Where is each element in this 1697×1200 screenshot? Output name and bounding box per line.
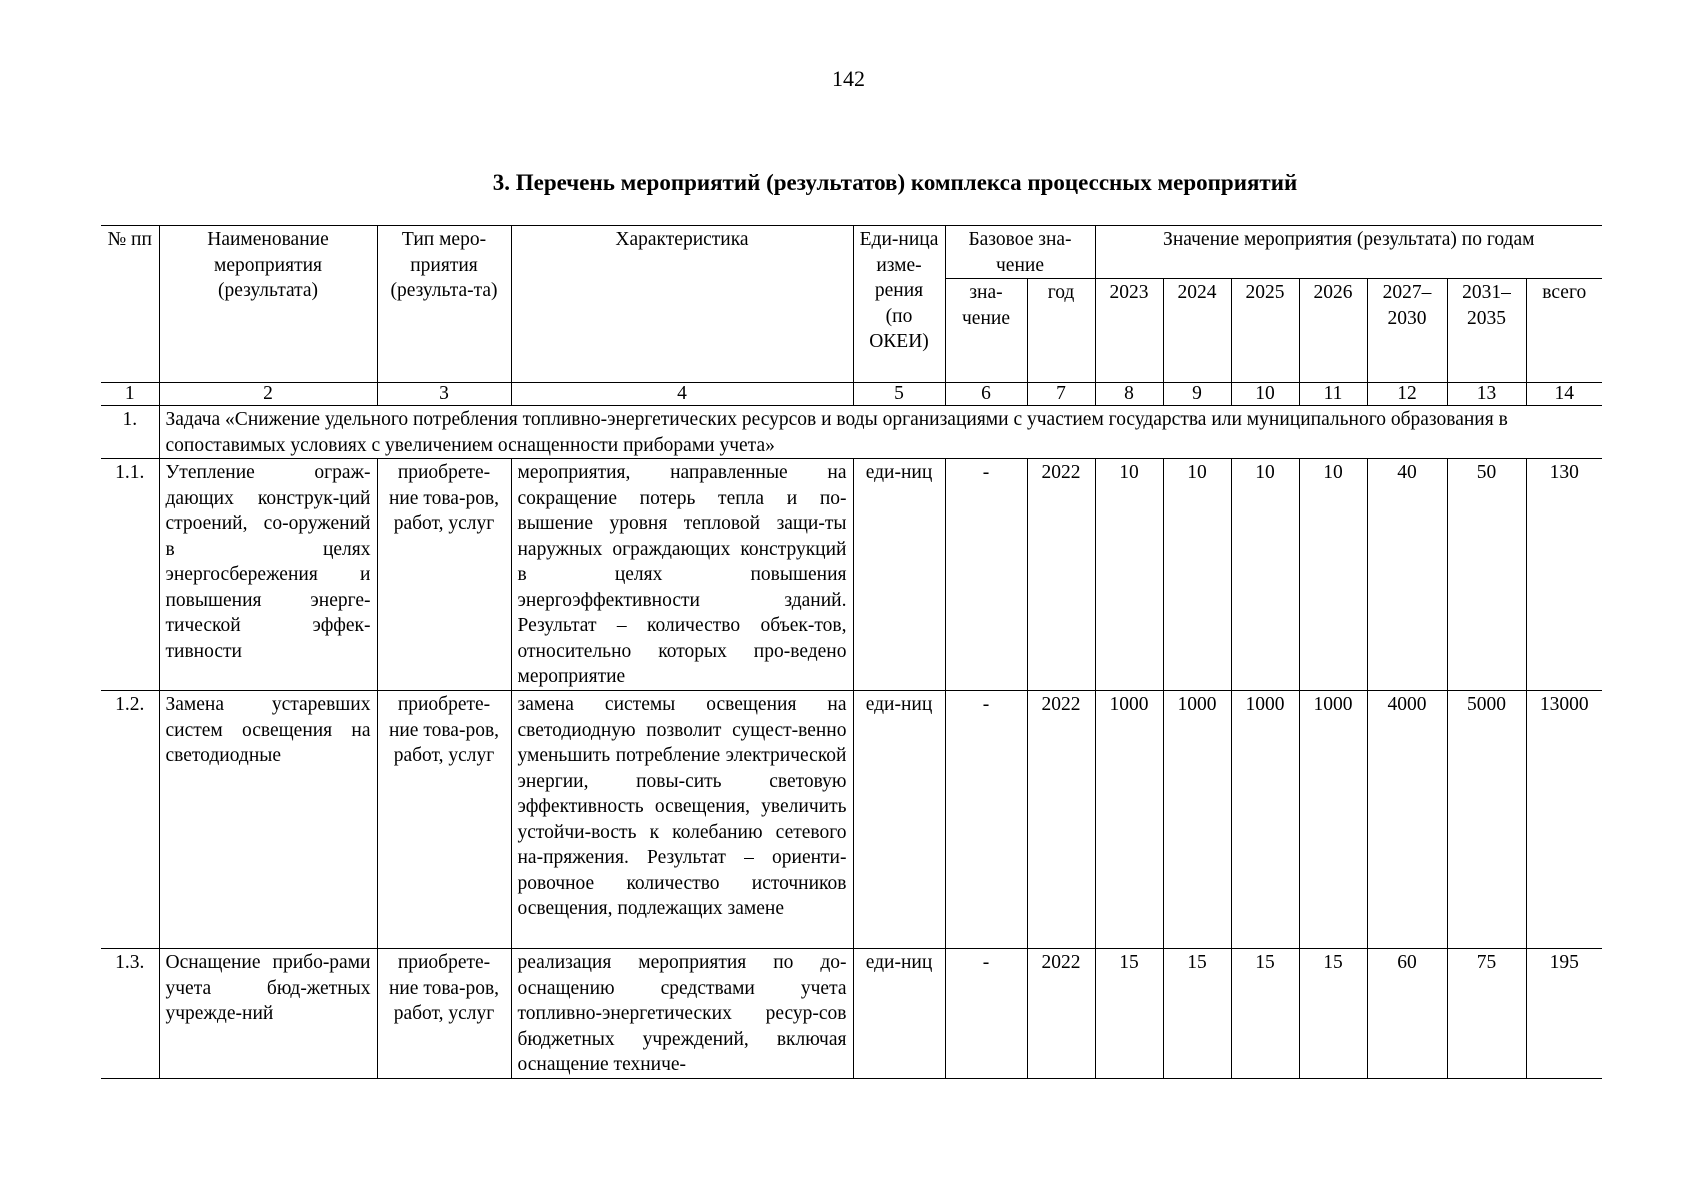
task-text: Задача «Снижение удельного потребления топливно-энергетических ресурсов и воды организациями с участием государства или муниципального образования в сопоставимых условиях с увеличением оснащенности приборами учета»	[159, 406, 1602, 459]
header-year-2031-2035: 2031–2035	[1447, 279, 1526, 383]
value-2025: 15	[1231, 949, 1299, 1079]
table-row	[101, 949, 1602, 1079]
header-values-by-year: Значение мероприятия (результата) по годам	[1095, 226, 1602, 279]
column-number: 11	[1299, 383, 1367, 406]
base-year: 2022	[1027, 459, 1095, 691]
header-base: Базовое зна-чение	[945, 226, 1095, 279]
header-name: Наименование мероприятия (результата)	[159, 226, 377, 383]
value-2031-2035: 5000	[1447, 691, 1526, 949]
column-number: 7	[1027, 383, 1095, 406]
column-number: 12	[1367, 383, 1447, 406]
column-number: 13	[1447, 383, 1526, 406]
measure-name: Замена устаревших систем освещения на светодиодные	[159, 691, 377, 949]
value-2025: 1000	[1231, 691, 1299, 949]
page-number: 142	[832, 66, 865, 91]
row-number: 1.1.	[101, 459, 159, 691]
document-title: 3. Перечень мероприятий (результатов) комплекса процессных мероприятий	[492, 170, 1298, 195]
measure-unit: еди-ниц	[853, 459, 945, 691]
row-number: 1.3.	[101, 949, 159, 1079]
value-2026: 10	[1299, 459, 1367, 691]
column-number: 1	[101, 383, 159, 406]
value-2024: 10	[1163, 459, 1231, 691]
measure-name: Оснащение прибо-рами учета бюд-жетных учрежде-ний	[159, 949, 377, 1079]
value-2023: 10	[1095, 459, 1163, 691]
header-type: Тип меро-приятия (результа-та)	[377, 226, 511, 383]
measures-table	[101, 225, 1602, 1079]
value-total: 195	[1526, 949, 1602, 1079]
column-number: 2	[159, 383, 377, 406]
measure-unit: еди-ниц	[853, 691, 945, 949]
value-2027-2030: 60	[1367, 949, 1447, 1079]
table-row	[101, 459, 1602, 691]
measure-unit: еди-ниц	[853, 949, 945, 1079]
header-base-value: зна-чение	[945, 279, 1027, 383]
value-2031-2035: 50	[1447, 459, 1526, 691]
header-year-2025: 2025	[1231, 279, 1299, 383]
column-number: 8	[1095, 383, 1163, 406]
header-total: всего	[1526, 279, 1602, 383]
measure-name: Утепление ограж-дающих конструк-ций строений, со-оружений в целях энергосбережения и повышения энерге-тической эффек-тивности	[159, 459, 377, 691]
value-2027-2030: 4000	[1367, 691, 1447, 949]
column-number: 10	[1231, 383, 1299, 406]
base-year: 2022	[1027, 691, 1095, 949]
header-unit: Еди-ница изме-рения (по ОКЕИ)	[853, 226, 945, 383]
column-number: 5	[853, 383, 945, 406]
base-value: -	[945, 949, 1027, 1079]
value-total: 13000	[1526, 691, 1602, 949]
column-number: 4	[511, 383, 853, 406]
column-number: 9	[1163, 383, 1231, 406]
measure-characteristic: мероприятия, направленные на сокращение потерь тепла и по-вышение уровня тепловой защи-ты наружных ограждающих конструкций в целях повышения энергоэффективности зданий. Результат – количество объек-тов, относительно которых про-ведено мероприятие	[511, 459, 853, 691]
value-2031-2035: 75	[1447, 949, 1526, 1079]
value-2026: 15	[1299, 949, 1367, 1079]
column-number: 3	[377, 383, 511, 406]
header-year-2023: 2023	[1095, 279, 1163, 383]
measure-characteristic: замена системы освещения на светодиодную позволит сущест-венно уменьшить потребление электрической энергии, повы-сить световую эффективность освещения, увеличить устойчи-вость к колебанию сетевого на-пряжения. Результат – ориенти-ровочное количество источников освещения, подлежащих замене	[511, 691, 853, 949]
value-2024: 15	[1163, 949, 1231, 1079]
base-value: -	[945, 459, 1027, 691]
measure-type: приобрете-ние това-ров, работ, услуг	[377, 949, 511, 1079]
header-year-2027-2030: 2027–2030	[1367, 279, 1447, 383]
value-2023: 1000	[1095, 691, 1163, 949]
value-2024: 1000	[1163, 691, 1231, 949]
measure-characteristic: реализация мероприятия по до-оснащению средствами учета топливно-энергетических ресур-сов бюджетных учреждений, включая оснащение техниче-	[511, 949, 853, 1079]
value-2023: 15	[1095, 949, 1163, 1079]
base-year: 2022	[1027, 949, 1095, 1079]
measure-type: приобрете-ние това-ров, работ, услуг	[377, 691, 511, 949]
column-number: 6	[945, 383, 1027, 406]
header-year-2024: 2024	[1163, 279, 1231, 383]
value-2026: 1000	[1299, 691, 1367, 949]
base-value: -	[945, 691, 1027, 949]
header-year-2026: 2026	[1299, 279, 1367, 383]
header-no: № пп	[101, 226, 159, 383]
row-number: 1.2.	[101, 691, 159, 949]
header-characteristic: Характеристика	[511, 226, 853, 383]
column-number: 14	[1526, 383, 1602, 406]
value-2025: 10	[1231, 459, 1299, 691]
table-row	[101, 691, 1602, 949]
value-2027-2030: 40	[1367, 459, 1447, 691]
task-number: 1.	[101, 406, 159, 459]
value-total: 130	[1526, 459, 1602, 691]
header-base-year: год	[1027, 279, 1095, 383]
measure-type: приобрете-ние това-ров, работ, услуг	[377, 459, 511, 691]
